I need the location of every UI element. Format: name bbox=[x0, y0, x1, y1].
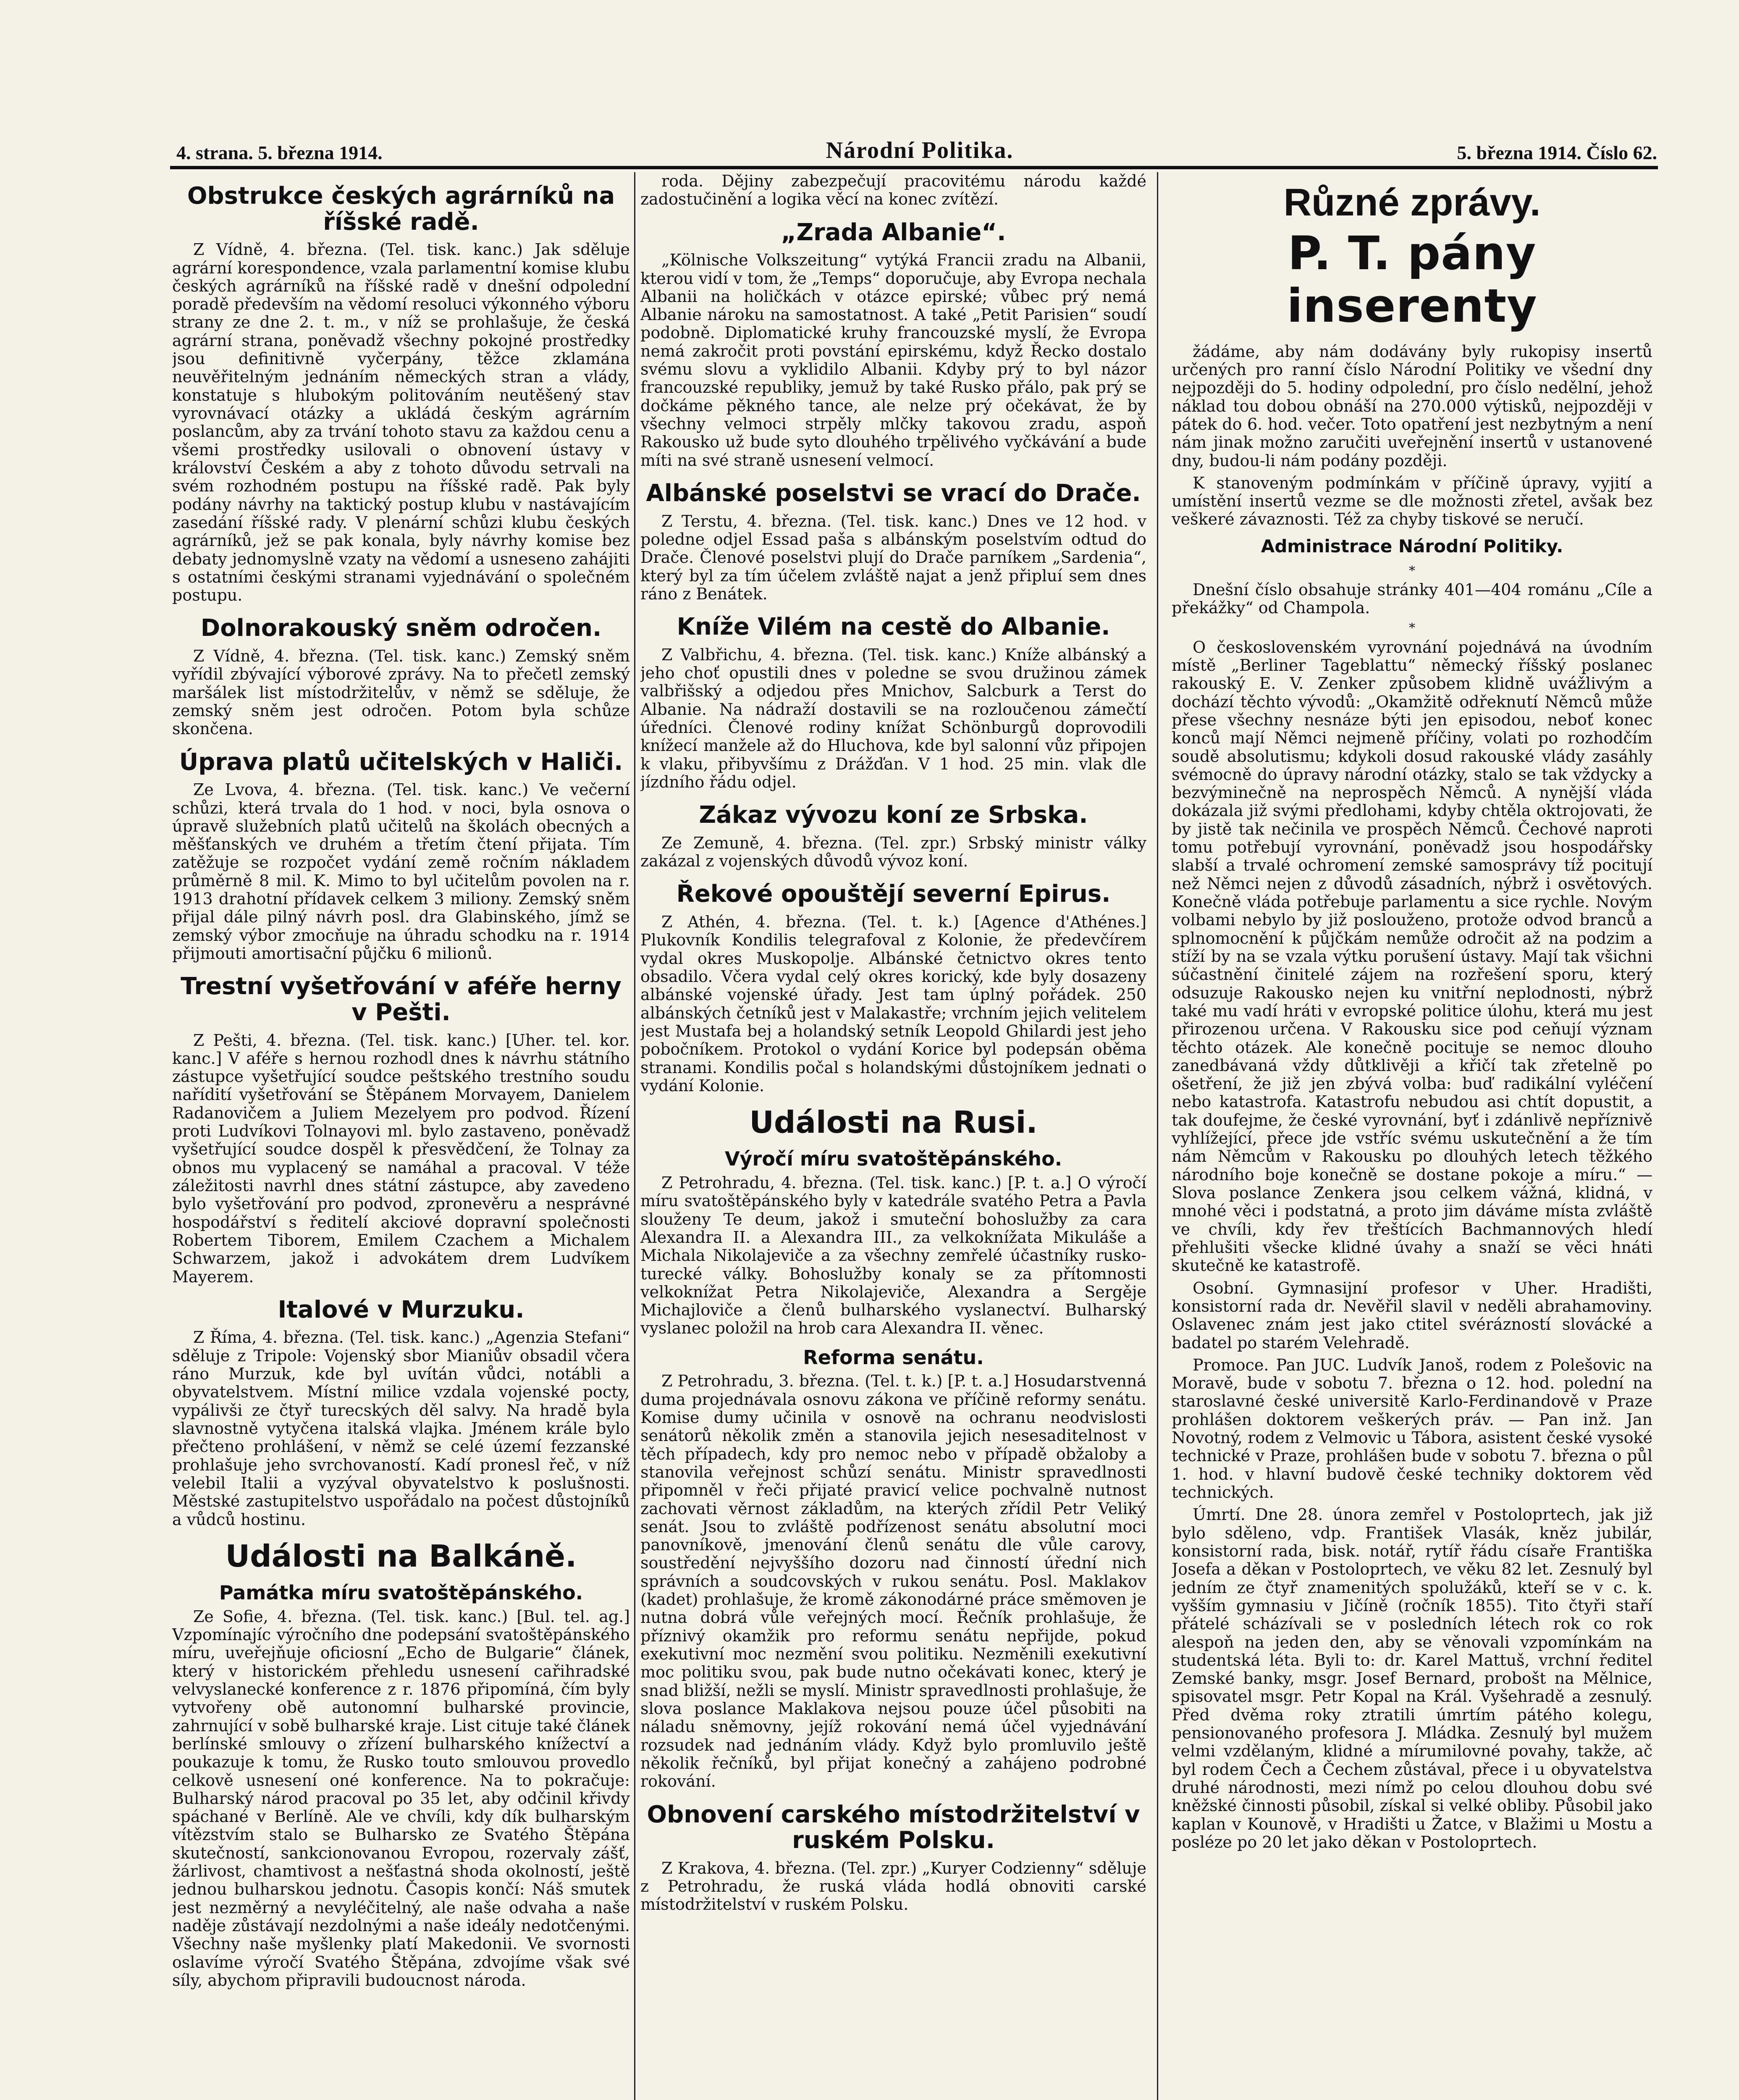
article-paragraph: Ze Sofie, 4. března. (Tel. tisk. kanc.) [Bul. tel. ag.] Vzpomínajíc výročního dne podepsání svatoštěpánského míru, uveřejňuje oficiosní „Echo de Bulgarie“ článek, který v historickém přehledu usnesení cařihradské velvyslanecké konference z r. 1876 připomíná, čím byly vytvořeny obě autonomní bulharské provincie, zahrnující v sobě bulharské kraje. List cituje také článek berlínské smlouvy o zřízení bulharského knížectví a poukazuje k tomu, že Rusko touto smlouvou provedlo celkově usnesení oné konference. Na to pokračuje: Bulharský národ pracoval po 35 let, aby odčinil křivdy spáchané v Berlíně. Ale ve chvíli, kdy dík bulharským vítězstvím stalo se Bulharsko ze Svatého Štěpána skutečností, sankcionovanou Evropou, rozervaly zášť, žárlivost, chamtivost a nešťastná shoda okolností, ještě jednou bulharskou jednotu. Časopis končí: Náš smutek jest nezměrný a nevyléčitelný, ale naše odvaha a naše naděje zůstávají nezdolnými a naše ideály nedotčenými. Všechny naše myšlenky platí Makedonii. Ve svornosti oslavíme výročí Svatého Štěpána, zdvojíme však své síly, abychom připravili budoucnost národa. bbox=[172, 1607, 630, 1990]
article-paragraph: roda. Dějiny zabezpečují pracovitému národu každé zadostučinění a logika věcí na konec zvítězí. bbox=[640, 172, 1146, 209]
section-headline: Události na Rusi. bbox=[749, 1105, 1038, 1140]
article-headline: Albánské poselstvi se vrací do Drače. bbox=[646, 479, 1141, 507]
article-paragraph: Z Krakova, 4. března. (Tel. zpr.) „Kuryer Codzienny“ sděluje z Petrohradu, že ruská vláda hodlá obnoviti carské místodržitelství v ruském Polsku. bbox=[640, 1858, 1146, 1914]
page-header bbox=[176, 139, 1657, 164]
article-headline: Kníže Vilém na cestě do Albanie. bbox=[677, 613, 1110, 641]
section-headline: Události na Balkáně. bbox=[225, 1538, 577, 1574]
ads-notice-title: P. T. pány inserenty bbox=[1287, 226, 1537, 333]
news-paragraph: Osobní. Gymnasijní profesor v Uher. Hradišti, konsistorní rada dr. Nevěřil slavil v neděli abrahamoviny. Oslavenec znám jest jako ctitel svérázností slovácké a badatel po starém Velehradě. bbox=[1172, 1278, 1652, 1352]
article-paragraph: Z Petrohradu, 4. března. (Tel. tisk. kanc.) [P. t. a.] O výročí míru svatoštěpánského byly v katedrále svatého Petra a Pavla slouženy Te deum, jakož i smuteční bohoslužby za cara Alexandra II. a Alexandra III., za velkoknížata Mikuláše a Michala Nikolajeviče a za všechny zemřelé účastníky rusko-turecké války. Bohoslužby konaly se za přítomnosti velkoknížat Petra Nikolajeviče, Alexandra a Sergěje Michajloviče a členů bulharského vyslanectví. Bulharský vyslanec položil na hrob cara Alexandra II. věnec. bbox=[640, 1173, 1146, 1338]
article-paragraph: Z Pešti, 4. března. (Tel. tisk. kanc.) [Uher. tel. kor. kanc.] V aféře s hernou rozhodl dnes k návrhu státního zástupce vyšetřující soudce peštského trestního soudu nařídití vyšetřování se Štěpánem Morvayem, Danielem Radanovičem a Juliem Mezelyem pro podvod. Řízení proti Ludvíkovi Tolnayovi ml. bylo zastaveno, poněvadž vyšetřující soudce dospěl k přesvědčení, že Tolnay za obnos mu vyplacený se namáhal a pracoval. V téže záležitosti navrhl dnes státní zástupce, aby zavedeno bylo vyšetřování pro podvod, zpronevěru a nesprávné hospodářství s ředitelí akciové dopravní společnosti Robertem Tiborem, Emilem Czachem a Michalem Schwarzem, jakož i advokátem drem Ludvíkem Mayerem. bbox=[172, 1031, 630, 1286]
news-paragraph: Dnešní číslo obsahuje stránky 401—404 románu „Cíle a překážky“ od Champola. bbox=[1172, 580, 1652, 617]
article-subheadline: Reforma senátu. bbox=[803, 1346, 984, 1369]
article-headline: Italové v Murzuku. bbox=[278, 1296, 525, 1323]
column-3 bbox=[1172, 172, 1652, 2100]
column-divider bbox=[1157, 172, 1158, 2100]
article-headline: Úprava platů učitelských v Haliči. bbox=[179, 748, 623, 776]
article-headline: Řekové opouštějí severní Epirus. bbox=[676, 880, 1111, 908]
administration-signature: Administrace Národní Politiky. bbox=[1261, 536, 1563, 556]
ads-notice-paragraph: žádáme, aby nám dodávány byly rukopisy insertů určených pro ranní číslo Národní Politiky ve všední dny nejpozději do 5. hodiny odpolední, pro číslo nedělní, jehož náklad tou dobou obnáší na 270.000 výtisků, nejpozději v pátek do 6. hod. večer. Toto opatření jest nezbytným a není nám jinak možno zaručiti uveřejnění insertů v ustanovené dny, budou-li nám podány později. bbox=[1172, 342, 1652, 470]
article-headline: „Zrada Albanie“. bbox=[781, 218, 1006, 246]
separator-star: * bbox=[1409, 563, 1415, 578]
article-paragraph: Z Vídně, 4. března. (Tel. tisk. kanc.) Jak sděluje agrární korespondence, vzala parlamentní komise klubu českých agrárníků na říšské radě v dnešní odpolední poradě především na vědomí resoluci výkonného výboru strany ze dne 2. t. m., v níž se prohlašuje, že česká agrární strana, poněvadž všechny pokojné prostředky jsou definitivně vyčerpány, těžce zklamána neuvěřitelným jednáním německých stran a vlády, konstatuje s hlubokým politováním neutěšený stav vyrovnávací otázky a ukládá českým agrárním poslancům, aby za trvání tohoto stavu za každou cenu a všemi prostředky usilovali o obnovení ústavy v království Českém a aby z tohoto důvodu setrvali na svém rozhodném postupu na říšské radě. Pak byly podány návrhy na taktický postup klubu v nastávajícím zasedání říšské rady. V plenární schůzi klubu českých agrárníků, jež se pak konala, byly návrhy komise bez debaty jednomyslně vzaty na vědomí a usneseno zahájiti s ostatními českými stranami vyjednávání o společném postupu. bbox=[172, 240, 630, 605]
column-2 bbox=[640, 172, 1146, 2100]
news-paragraph: Úmrtí. Dne 28. února zemřel v Postoloprtech, jak již bylo sděleno, vdp. František Vlasák, kněz jubilár, konsistorní rada, bisk. notář, rytíř řádu císaře Františka Josefa a děkan v Postoloprtech, ve věku 82 let. Zesnulý byl jedním ze čtyř znamenitých spolužáků, kteří se v c. k. vyšším gymnasiu v Jičíně (ročník 1855). Tito čtyři staří přátelé scházívali se v posledních létech rok co rok alespoň na jeden den, aby se věnovali vzpomínkám na studentská léta. Byli to: dr. Karel Mattuš, vrchní ředitel Zemské banky, msgr. Josef Bernard, probošt na Mělnice, spisovatel msgr. Petr Kopal na Král. Vyšehradě a zesnulý. Před dvěma roky ztratili úmrtím pátého kolegu, pensionovaného profesora J. Mládka. Zesnulý byl mužem velmi vzdělaným, klidné a mírumilovné povahy, takže, ač byl rodem Čech a Čechem zůstával, přece i u obyvatelstva druhé národnosti, mezi nímž po celou dlouhou dobu své kněžské činnosti působil, získal si velké obliby. Působil jako kaplan v Kounově, v Hradišti u Žatce, v Blažimi u Mostu a posléze po 20 let jako děkan v Postoloprtech. bbox=[1172, 1505, 1652, 1851]
section-title: Různé zprávy. bbox=[1283, 181, 1541, 224]
article-paragraph: Z Athén, 4. března. (Tel. t. k.) [Agence d'Athénes.] Plukovník Kondilis telegrafoval z Kolonie, že předevčírem vydal okres Muskopolje. Albánské četnictvo okres tento obsadilo. Včera vydal celý okres korický, kde byly dosazeny albánské vojenské úřady. Jest tam úplný pořádek. 250 albánských četníků jest v Malakastře; vrchním jejich velitelem jest Mustafa bej a holandský setník Leopold Ghilardi jest jeho pobočníkem. Protokol o vydání Korice byl podepsán oběma stranami. Kondilis počal s holandskými důstojníkem jednati o vydání Kolonie. bbox=[640, 913, 1146, 1095]
article-headline: Obnovení carského místodržitelství v ruském Polsku. bbox=[647, 1801, 1140, 1854]
header-left: 4. strana. 5. března 1914. bbox=[176, 142, 383, 163]
news-paragraph: Promoce. Pan JUC. Ludvík Janoš, rodem z Polešovic na Moravě, bude v sobotu 7. března o 12. hod. polední na staroslavné české universitě Karlo-Ferdinandově v Praze prohlášen doktorem veškerých práv. — Pan inž. Jan Novotný, rodem z Velmovic u Tábora, asistent české vysoké technické v Praze, prohlášen bude v sobotu 7. března o půl 1. hod. v hlavní budově české techniky doktorem věd technických. bbox=[1172, 1355, 1652, 1502]
article-paragraph: Z Vídně, 4. března. (Tel. tisk. kanc.) Zemský sněm vyřídil zbývající výborové zprávy. Na to přečetl zemský maršálek list místodržitelův, v němž se sděluje, že zemský sněm jest odročen. Potom byla schůze skončena. bbox=[172, 647, 630, 738]
article-paragraph: Ze Lvova, 4. března. (Tel. tisk. kanc.) Ve večerní schůzi, která trvala do 1 hod. v noci, byla osnova o úpravě služebních platů učitelů na školách obecných a měšťanských ve druhém a třetím čtení přijata. Tím zatěžuje se rozpočet vydání země ročním nákladem průměrně 8 mil. K. Mimo to byl učitelům povolen na r. 1913 drahotní přídavek celkem 3 miliony. Zemský sněm přijal dále pilný návrh posl. dra Glabinského, jímž se zemský výbor zmocňuje na úhradu schodku na r. 1914 přijmouti amortisační půjčku 6 milionů. bbox=[172, 780, 630, 963]
article-paragraph: Z Terstu, 4. března. (Tel. tisk. kanc.) Dnes ve 12 hod. v poledne odjel Essad paša s albánským poselstvím odtud do Drače. Členové poselstvi plují do Drače parníkem „Sardenia“, který byl za tím účelem zvláště najat a jenž připluí sem dnes ráno z Benátek. bbox=[640, 512, 1146, 603]
article-paragraph: Z Valbřichu, 4. března. (Tel. tisk. kanc.) Kníže albánský a jeho choť opustili dnes v poledne se svou družinou zámek valbřišský a odjedou přes Mnichov, Salcburk a Terst do Albanie. Na nádraží dostavili se na rozloučenou zámečtí úředníci. Členové rodiny knížat Schönburgů doprovodili knížecí manžele až do Hluchova, kde byl salonní vůz připojen k vlaku, přibyvšímu z Drážďan. V 1 hod. 25 min. vlak dle jízdního řádu odjel. bbox=[640, 645, 1146, 791]
news-paragraph: O československém vyrovnání pojednává na úvodním místě „Berliner Tageblattu“ německý říšský poslanec rakouský E. V. Zenker způsobem klidně uvážlivým a dochází těchto vývodů: „Okamžitě odřeknutí Němců může přese všechny nesnáze býti jen episodou, neboť konec konců mají Němci nejmeně příčiny, volati po rozhodčím soudě absolutismu; kdykoli dosud rakouské vlády zasáhly svémocně do úpravy národní otázky, stalo se tak vždycky a bezvýminečně na neprospěch Němců. A nynější vláda dokázala již svými předlohami, kdyby chtěla oktrojovati, že by jistě tak nečinila ve prospěch Němců. Čechové naproti tomu potřebují vyrovnání, poněvadž jsou hospodářsky slabší a trvalé ochromení zemské samosprávy tíž pocitují než Němci nejen z důvodů zásadních, nýbrž i osvětových. Konečně vláda potřebuje parlamentu a sice rychle. Novým volbami nebylo by již poslouženo, protože odvod branců a splnomocnění k půjčkám nemůže odročit až na podzim a stíží by na se vzala výtku porušení ústavy. Mají tak všichni súčastnění činitelé zájem na rozřešení sporu, který odsuzuje Rakousko nejen ku vnitřní neplodnosti, nýbrž také mu vadí hráti v evropské politice úlohu, která mu jest přirozenou určena. V Rakousku sice pod ceňují význam těchto otázek. Ale konečně pocituje se nemoc dlouho zanedbávaná vždy důtklivěji a křičí tak zřetelně po ošetření, že již jen zbývá volba: buď radikální vyléčení nebo katastrofa. Katastrofu nebudou asi chtít dopustit, a tak doufejme, že české vyrovnání, byť i zdánlivě nepříznivě vyhlížející, přece jde vstříc svému uskutečnění a že tím nám Němcům v Rakousku po dlouhých letech těžkého národního boje konečně se dostane pokoje a míru.“ — Slova poslance Zenkera jsou celkem vážná, klidná, v mnohé věci i podstatná, a proto jim dáváme místa zvláště ve chvíli, kdy řev třeštících Bachmannových hledí přehlušiti všecke klidné úvahy a snaží se věci hnáti skutečně ke katastrofě. bbox=[1172, 638, 1652, 1275]
article-headline: Zákaz vývozu koní ze Srbska. bbox=[699, 801, 1088, 829]
article-subheadline: Památka míru svatoštěpánského. bbox=[219, 1581, 583, 1604]
column-divider bbox=[634, 172, 635, 2100]
column-1 bbox=[172, 172, 630, 2100]
article-paragraph: Z Říma, 4. března. (Tel. tisk. kanc.) „Agenzia Stefani“ sděluje z Tripole: Vojenský sbor Mianiův obsadil včera ráno Murzuk, kde byl uvítán vůdci, notábli a obyvatelstvem. Místní milice vzdala vojenské pocty, vypálivši ze čtyř turecských děl salvy. Na hradě byla slavnostně vytyčena italská vlajka. Jménem krále bylo přečteno prohlášení, v němž se celé území fezzanské prohlašuje jeho svrchovaností. Kadí pronesl řeč, v níž velebil Italii a vyzýval obyvatelstvo k poslušnosti. Městské zastupitelstvo uspořádalo na počest důstojníků a vůdců hostinu. bbox=[172, 1328, 630, 1529]
article-headline: Trestní vyšetřování v aféře herny v Pešti. bbox=[181, 973, 622, 1026]
header-rule bbox=[170, 166, 1658, 169]
article-paragraph: „Kölnische Volkszeitung“ vytýká Francii zradu na Albanii, kterou vidí v tom, že „Temps“ doporučuje, aby Evropa nechala Albanii na holičkách v otázce epirské; vůbec prý nemá Albanie nároku na samostatnost. A také „Petit Parisien“ soudí podobně. Diplomatické kruhy francouzské myslí, že Evropa nemá zakročit proti povstání epirskému, když Řecko dostalo svému slovu a vyklidilo Albanii. Kdyby prý to byl názor francouzské republiky, jemuž by také Rusko přálo, pak prý se dočkáme pěkného tance, ale nelze prý očekávat, že by všechny velmoci strpěly mlčky takovou zradu, aspoň Rakousko už bude syto dlouhého trpělivého vyčkávání a bude míti na své straně usnesení velmocí. bbox=[640, 251, 1146, 470]
article-headline: Obstrukce českých agrárníků na říšské radě. bbox=[187, 182, 615, 236]
article-subheadline: Výročí míru svatoštěpánského. bbox=[724, 1147, 1062, 1171]
header-right: 5. března 1914. Číslo 62. bbox=[1457, 142, 1657, 163]
article-headline: Dolnorakouský sněm odročen. bbox=[200, 614, 602, 642]
ads-notice-paragraph: K stanoveným podmínkám v příčině úpravy, vyjití a umístění insertů vezme se dle možnosti zřetel, avšak bez veškeré závaznosti. Též za chyby tiskové se neručí. bbox=[1172, 473, 1652, 529]
article-paragraph: Z Petrohradu, 3. března. (Tel. t. k.) [P. t. a.] Hosudarstvenná duma projednávala osnovu zákona ve příčině reformy senátu. Komise dumy učinila v osnově na ochranu neodvislosti senátorů několik změn a stanovila jejich nesesaditelnost v těch případech, kdy pro nemoc nebo v případě obžaloby a stanovila veřejnost schůzí senátu. Ministr spravedlnosti připomněl v řeči přijaté pravicí velice pochvalně nutnost zachovati věrnost základům, na kterých zřídil Petr Veliký senát. Jsou to zvláště podřízenost senátu absolutní moci panovníkově, jmenování členů senátu dle vůle carovy, soustředění nejvyššího dozoru nad činností úřední nich správních a soudcovských v rukou senátu. Posl. Maklakov (kadet) prohlašuje, že kromě zákonodárné práce směmoven je nutna dobrá vůle veřejných mocí. Řečník prohlašuje, že příznivý okamžik pro reformu senátu nepřijde, pokud exekutivní moc nezmění svou politiku. Nezměnili exekutivní moc politiku svou, pak bude nutno očekávati konec, který je snad bližší, nežli se myslí. Ministr spravedlnosti prohlašuje, že slova poslance Maklakova nejsou pouze účel působiti na náladu sněmovny, jejíž rokování nemá účel vyjednávání rozsudek nad jednáním vlády. Když bylo promluvilo ještě několik řečníků, byl přijat konečný a zahájeno podrobné rokování. bbox=[640, 1372, 1146, 1791]
article-paragraph: Ze Zemuně, 4. března. (Tel. zpr.) Srbský ministr války zakázal z vojenských důvodů vývoz koní. bbox=[640, 833, 1146, 871]
masthead-title: Národní Politika. bbox=[826, 137, 1014, 163]
separator-star: * bbox=[1409, 621, 1415, 636]
